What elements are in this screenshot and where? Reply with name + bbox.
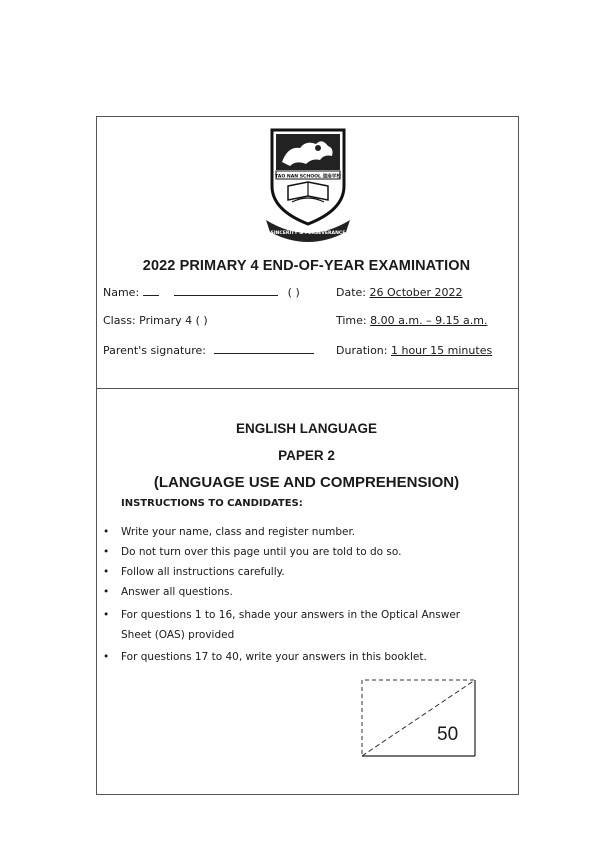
name-line-1 [143,286,159,296]
time-label: Time: [336,314,367,327]
paper-number: PAPER 2 [278,448,335,463]
class-label: Class: Primary 4 ( ) [103,314,208,327]
signature-field [103,344,314,357]
date-field [336,286,463,299]
crest-motto: SINCERITY & PERSEVERANCE [270,231,346,236]
paper-description: (LANGUAGE USE AND COMPREHENSION) [153,474,460,491]
name-field [103,286,300,299]
duration-label: Duration: [336,344,388,357]
name-label: Name: [103,286,140,299]
school-crest-logo [262,124,354,242]
total-marks-box [360,678,477,758]
duration-value: 1 hour 15 minutes [390,344,493,357]
subject-title: ENGLISH LANGUAGE [235,421,377,436]
register-number-bracket: ( ) [287,286,300,299]
signature-line [214,344,314,354]
date-label: Date: [336,286,366,299]
crest-school-name: TAO NAN SCHOOL 道南学校 [275,174,341,180]
duration-field [336,344,492,357]
time-value: 8.00 a.m. – 9.15 a.m. [370,314,488,327]
exam-title: 2022 PRIMARY 4 END-OF-YEAR EXAMINATION [142,258,471,274]
name-line-2 [174,286,278,296]
instructions-heading: INSTRUCTIONS TO CANDIDATES: [121,498,303,509]
time-field [336,314,488,327]
total-marks-value: 50 [437,724,459,745]
date-value: 26 October 2022 [369,286,463,299]
signature-label: Parent's signature: [103,344,206,357]
